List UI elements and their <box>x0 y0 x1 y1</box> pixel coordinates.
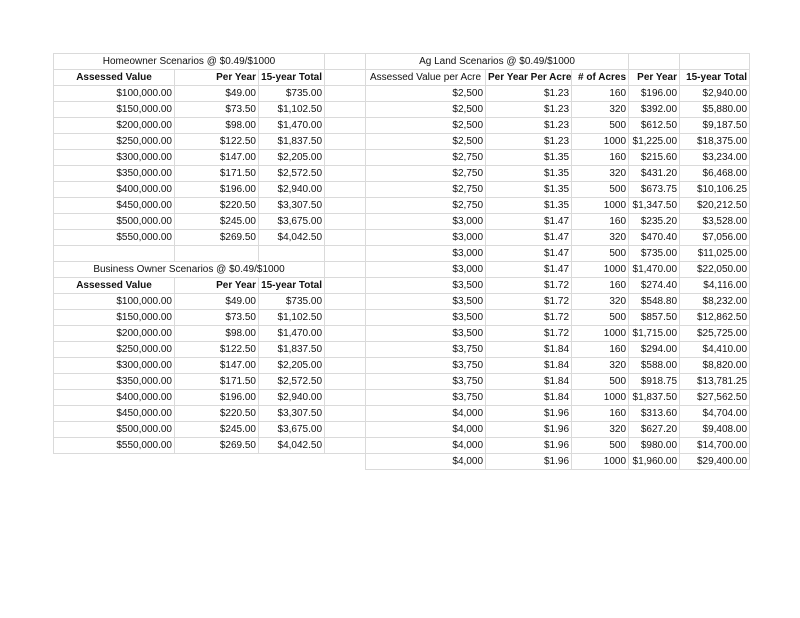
business-per-year-cell[interactable]: $196.00 <box>175 390 259 406</box>
spacer-cell[interactable] <box>325 246 366 262</box>
homeowner-total-cell[interactable]: $3,307.50 <box>259 198 325 214</box>
ag-acres-cell[interactable]: 500 <box>572 310 629 326</box>
ag-assessed-value-per-acre-cell[interactable]: $2,500 <box>366 102 486 118</box>
spacer-cell[interactable] <box>325 294 366 310</box>
ag-assessed-value-per-acre-cell[interactable]: $2,500 <box>366 118 486 134</box>
homeowner-assessed-value-cell[interactable]: $450,000.00 <box>54 198 175 214</box>
ag-total-cell[interactable]: $4,704.00 <box>680 406 750 422</box>
ag-acres-cell[interactable]: 160 <box>572 86 629 102</box>
ag-total-cell[interactable]: $6,468.00 <box>680 166 750 182</box>
empty-cell[interactable] <box>259 454 325 470</box>
table-row <box>54 294 750 310</box>
ag-total-cell[interactable]: $25,725.00 <box>680 326 750 342</box>
ag-total-cell[interactable]: $22,050.00 <box>680 262 750 278</box>
ag-per-year-cell[interactable]: $470.40 <box>629 230 680 246</box>
homeowner-assessed-value-cell[interactable]: $550,000.00 <box>54 230 175 246</box>
ag-per-year-cell[interactable]: $294.00 <box>629 342 680 358</box>
ag-acres-cell[interactable]: 320 <box>572 230 629 246</box>
empty-cell[interactable] <box>629 54 680 70</box>
homeowner-per-year-header[interactable]: Per Year <box>175 70 259 86</box>
homeowner-per-year-cell[interactable]: $98.00 <box>175 118 259 134</box>
homeowner-per-year-cell[interactable]: $220.50 <box>175 198 259 214</box>
homeowner-per-year-cell[interactable]: $171.50 <box>175 166 259 182</box>
business-assessed-value-cell[interactable]: $200,000.00 <box>54 326 175 342</box>
empty-cell[interactable] <box>259 246 325 262</box>
homeowner-assessed-value-header[interactable]: Assessed Value <box>54 70 175 86</box>
homeowner-assessed-value-cell[interactable]: $400,000.00 <box>54 182 175 198</box>
ag-assessed-value-per-acre-cell[interactable]: $2,750 <box>366 166 486 182</box>
spacer-cell[interactable] <box>325 182 366 198</box>
empty-cell[interactable] <box>680 54 750 70</box>
business-per-year-cell[interactable]: $73.50 <box>175 310 259 326</box>
ag-acres-cell[interactable]: 160 <box>572 278 629 294</box>
spacer-cell[interactable] <box>325 86 366 102</box>
business-total-cell[interactable]: $1,102.50 <box>259 310 325 326</box>
ag-per-year-cell[interactable]: $918.75 <box>629 374 680 390</box>
ag-total-cell[interactable]: $2,940.00 <box>680 86 750 102</box>
homeowner-total-cell[interactable]: $4,042.50 <box>259 230 325 246</box>
ag-per-year-per-acre-cell[interactable]: $1.96 <box>486 406 572 422</box>
ag-total-cell[interactable]: $8,232.00 <box>680 294 750 310</box>
table-row <box>54 438 750 454</box>
ag-per-year-cell[interactable]: $392.00 <box>629 102 680 118</box>
ag-acres-cell[interactable]: 1000 <box>572 262 629 278</box>
ag-acres-cell[interactable]: 320 <box>572 422 629 438</box>
ag-per-year-per-acre-cell[interactable]: $1.35 <box>486 166 572 182</box>
table-row <box>54 134 750 150</box>
business-per-year-cell[interactable]: $269.50 <box>175 438 259 454</box>
ag-acres-header[interactable]: # of Acres <box>572 70 629 86</box>
table-row <box>54 342 750 358</box>
ag-per-year-per-acre-header[interactable]: Per Year Per Acre <box>486 70 572 86</box>
ag-per-year-per-acre-cell[interactable]: $1.23 <box>486 86 572 102</box>
ag-per-year-cell[interactable]: $1,470.00 <box>629 262 680 278</box>
business-assessed-value-cell[interactable]: $350,000.00 <box>54 374 175 390</box>
homeowner-per-year-cell[interactable]: $73.50 <box>175 102 259 118</box>
ag-per-year-cell[interactable]: $196.00 <box>629 86 680 102</box>
ag-acres-cell[interactable]: 320 <box>572 294 629 310</box>
homeowner-total-cell[interactable]: $2,205.00 <box>259 150 325 166</box>
ag-per-year-cell[interactable]: $431.20 <box>629 166 680 182</box>
ag-per-year-per-acre-cell[interactable]: $1.96 <box>486 454 572 470</box>
ag-per-year-per-acre-cell[interactable]: $1.84 <box>486 342 572 358</box>
ag-acres-cell[interactable]: 1000 <box>572 326 629 342</box>
business-total-cell[interactable]: $3,675.00 <box>259 422 325 438</box>
spacer-cell[interactable] <box>325 390 366 406</box>
spacer-cell[interactable] <box>325 438 366 454</box>
spacer-cell[interactable] <box>325 422 366 438</box>
homeowner-total-cell[interactable]: $1,837.50 <box>259 134 325 150</box>
business-per-year-cell[interactable]: $220.50 <box>175 406 259 422</box>
ag-assessed-value-per-acre-cell[interactable]: $2,500 <box>366 134 486 150</box>
table-row <box>54 166 750 182</box>
homeowner-per-year-cell[interactable]: $122.50 <box>175 134 259 150</box>
ag-per-year-cell[interactable]: $274.40 <box>629 278 680 294</box>
ag-per-year-per-acre-cell[interactable]: $1.84 <box>486 390 572 406</box>
ag-per-year-cell[interactable]: $735.00 <box>629 246 680 262</box>
ag-per-year-per-acre-cell[interactable]: $1.72 <box>486 278 572 294</box>
table-row <box>54 150 750 166</box>
spacer-cell[interactable] <box>325 70 366 86</box>
table-row <box>54 54 750 70</box>
table-row <box>54 214 750 230</box>
ag-total-cell[interactable]: $3,234.00 <box>680 150 750 166</box>
business-total-cell[interactable]: $2,572.50 <box>259 374 325 390</box>
homeowner-assessed-value-cell[interactable]: $250,000.00 <box>54 134 175 150</box>
ag-per-year-cell[interactable]: $673.75 <box>629 182 680 198</box>
ag-assessed-value-per-acre-cell[interactable]: $4,000 <box>366 454 486 470</box>
spacer-cell[interactable] <box>325 150 366 166</box>
ag-total-cell[interactable]: $7,056.00 <box>680 230 750 246</box>
homeowner-assessed-value-cell[interactable]: $150,000.00 <box>54 102 175 118</box>
business-assessed-value-cell[interactable]: $300,000.00 <box>54 358 175 374</box>
ag-per-year-cell[interactable]: $612.50 <box>629 118 680 134</box>
spacer-cell[interactable] <box>325 326 366 342</box>
table-row <box>54 262 750 278</box>
ag-acres-cell[interactable]: 320 <box>572 166 629 182</box>
ag-per-year-per-acre-cell[interactable]: $1.96 <box>486 422 572 438</box>
ag-assessed-value-per-acre-cell[interactable]: $3,000 <box>366 262 486 278</box>
business-total-header[interactable]: 15-year Total <box>259 278 325 294</box>
table-row <box>54 278 750 294</box>
table-row <box>54 102 750 118</box>
ag-assessed-value-per-acre-cell[interactable]: $3,500 <box>366 278 486 294</box>
ag-total-cell[interactable]: $13,781.25 <box>680 374 750 390</box>
homeowner-per-year-cell[interactable]: $245.00 <box>175 214 259 230</box>
ag-per-year-per-acre-cell[interactable]: $1.35 <box>486 182 572 198</box>
homeowner-title[interactable]: Homeowner Scenarios @ $0.49/$1000 <box>54 54 325 70</box>
business-total-cell[interactable]: $2,940.00 <box>259 390 325 406</box>
business-total-cell[interactable]: $2,205.00 <box>259 358 325 374</box>
ag-per-year-cell[interactable]: $588.00 <box>629 358 680 374</box>
business-per-year-cell[interactable]: $98.00 <box>175 326 259 342</box>
ag-per-year-cell[interactable]: $980.00 <box>629 438 680 454</box>
table-row <box>54 230 750 246</box>
table-row <box>54 86 750 102</box>
ag-assessed-value-per-acre-cell[interactable]: $3,750 <box>366 358 486 374</box>
spacer-cell[interactable] <box>325 374 366 390</box>
table-row <box>54 246 750 262</box>
ag-per-year-cell[interactable]: $1,837.50 <box>629 390 680 406</box>
table-row <box>54 406 750 422</box>
business-per-year-header[interactable]: Per Year <box>175 278 259 294</box>
business-per-year-cell[interactable]: $122.50 <box>175 342 259 358</box>
table-row <box>54 326 750 342</box>
ag-per-year-cell[interactable]: $1,715.00 <box>629 326 680 342</box>
ag-per-year-cell[interactable]: $1,347.50 <box>629 198 680 214</box>
table-row <box>54 70 750 86</box>
business-assessed-value-cell[interactable]: $450,000.00 <box>54 406 175 422</box>
ag-total-cell[interactable]: $20,212.50 <box>680 198 750 214</box>
ag-total-cell[interactable]: $5,880.00 <box>680 102 750 118</box>
ag-per-year-per-acre-cell[interactable]: $1.35 <box>486 150 572 166</box>
spacer-cell[interactable] <box>325 54 366 70</box>
empty-cell[interactable] <box>54 246 175 262</box>
business-assessed-value-cell[interactable]: $250,000.00 <box>54 342 175 358</box>
ag-acres-cell[interactable]: 160 <box>572 214 629 230</box>
ag-per-year-per-acre-cell[interactable]: $1.84 <box>486 358 572 374</box>
ag-assessed-value-per-acre-cell[interactable]: $3,000 <box>366 230 486 246</box>
ag-total-cell[interactable]: $8,820.00 <box>680 358 750 374</box>
empty-cell[interactable] <box>54 454 175 470</box>
ag-per-year-per-acre-cell[interactable]: $1.47 <box>486 262 572 278</box>
spacer-cell[interactable] <box>325 310 366 326</box>
ag-per-year-per-acre-cell[interactable]: $1.47 <box>486 214 572 230</box>
business-total-cell[interactable]: $3,307.50 <box>259 406 325 422</box>
ag-assessed-value-per-acre-cell[interactable]: $3,750 <box>366 342 486 358</box>
ag-acres-cell[interactable]: 160 <box>572 150 629 166</box>
ag-per-year-per-acre-cell[interactable]: $1.23 <box>486 118 572 134</box>
ag-assessed-value-per-acre-cell[interactable]: $4,000 <box>366 438 486 454</box>
homeowner-total-cell[interactable]: $1,102.50 <box>259 102 325 118</box>
spacer-cell[interactable] <box>325 230 366 246</box>
ag-per-year-per-acre-cell[interactable]: $1.96 <box>486 438 572 454</box>
ag-per-year-per-acre-cell[interactable]: $1.23 <box>486 134 572 150</box>
homeowner-assessed-value-cell[interactable]: $200,000.00 <box>54 118 175 134</box>
business-assessed-value-cell[interactable]: $500,000.00 <box>54 422 175 438</box>
business-assessed-value-cell[interactable]: $550,000.00 <box>54 438 175 454</box>
homeowner-assessed-value-cell[interactable]: $300,000.00 <box>54 150 175 166</box>
business-per-year-cell[interactable]: $49.00 <box>175 294 259 310</box>
ag-total-cell[interactable]: $11,025.00 <box>680 246 750 262</box>
ag-acres-cell[interactable]: 1000 <box>572 134 629 150</box>
empty-cell[interactable] <box>175 454 259 470</box>
spacer-cell[interactable] <box>325 262 366 278</box>
ag-total-cell[interactable]: $14,700.00 <box>680 438 750 454</box>
ag-per-year-header[interactable]: Per Year <box>629 70 680 86</box>
ag-acres-cell[interactable]: 160 <box>572 406 629 422</box>
spacer-cell[interactable] <box>325 214 366 230</box>
ag-per-year-cell[interactable]: $627.20 <box>629 422 680 438</box>
ag-total-cell[interactable]: $10,106.25 <box>680 182 750 198</box>
ag-total-cell[interactable]: $12,862.50 <box>680 310 750 326</box>
ag-per-year-cell[interactable]: $548.80 <box>629 294 680 310</box>
business-total-cell[interactable]: $4,042.50 <box>259 438 325 454</box>
business-assessed-value-cell[interactable]: $400,000.00 <box>54 390 175 406</box>
ag-assessed-value-per-acre-cell[interactable]: $3,750 <box>366 390 486 406</box>
table-row <box>54 374 750 390</box>
ag-acres-cell[interactable]: 320 <box>572 358 629 374</box>
homeowner-total-cell[interactable]: $735.00 <box>259 86 325 102</box>
homeowner-per-year-cell[interactable]: $196.00 <box>175 182 259 198</box>
homeowner-assessed-value-cell[interactable]: $500,000.00 <box>54 214 175 230</box>
ag-total-cell[interactable]: $4,410.00 <box>680 342 750 358</box>
empty-cell[interactable] <box>175 246 259 262</box>
spacer-cell[interactable] <box>325 278 366 294</box>
ag-acres-cell[interactable]: 1000 <box>572 454 629 470</box>
homeowner-total-cell[interactable]: $3,675.00 <box>259 214 325 230</box>
homeowner-assessed-value-cell[interactable]: $350,000.00 <box>54 166 175 182</box>
table-row <box>54 358 750 374</box>
ag-assessed-value-per-acre-cell[interactable]: $2,750 <box>366 182 486 198</box>
spacer-cell[interactable] <box>325 166 366 182</box>
homeowner-per-year-cell[interactable]: $269.50 <box>175 230 259 246</box>
spacer-cell[interactable] <box>325 102 366 118</box>
ag-total-cell[interactable]: $3,528.00 <box>680 214 750 230</box>
spacer-cell[interactable] <box>325 118 366 134</box>
ag-acres-cell[interactable]: 1000 <box>572 390 629 406</box>
ag-assessed-value-per-acre-cell[interactable]: $4,000 <box>366 422 486 438</box>
homeowner-per-year-cell[interactable]: $49.00 <box>175 86 259 102</box>
ag-assessed-value-per-acre-cell[interactable]: $3,500 <box>366 326 486 342</box>
ag-per-year-cell[interactable]: $235.20 <box>629 214 680 230</box>
spacer-cell[interactable] <box>325 198 366 214</box>
ag-assessed-value-per-acre-cell[interactable]: $3,500 <box>366 294 486 310</box>
table-row <box>54 390 750 406</box>
homeowner-total-cell[interactable]: $2,572.50 <box>259 166 325 182</box>
spacer-cell[interactable] <box>325 358 366 374</box>
ag-per-year-cell[interactable]: $1,960.00 <box>629 454 680 470</box>
ag-acres-cell[interactable]: 500 <box>572 182 629 198</box>
ag-total-cell[interactable]: $27,562.50 <box>680 390 750 406</box>
business-per-year-cell[interactable]: $171.50 <box>175 374 259 390</box>
ag-acres-cell[interactable]: 500 <box>572 374 629 390</box>
ag-per-year-per-acre-cell[interactable]: $1.84 <box>486 374 572 390</box>
business-assessed-value-header[interactable]: Assessed Value <box>54 278 175 294</box>
ag-assessed-value-per-acre-cell[interactable]: $2,750 <box>366 150 486 166</box>
business-assessed-value-cell[interactable]: $150,000.00 <box>54 310 175 326</box>
ag-per-year-per-acre-cell[interactable]: $1.72 <box>486 310 572 326</box>
ag-assessed-value-per-acre-header[interactable]: Assessed Value per Acre <box>366 70 486 86</box>
table-row <box>54 118 750 134</box>
ag-assessed-value-per-acre-cell[interactable]: $3,750 <box>366 374 486 390</box>
ag-assessed-value-per-acre-cell[interactable]: $4,000 <box>366 406 486 422</box>
ag-total-cell[interactable]: $29,400.00 <box>680 454 750 470</box>
ag-assessed-value-per-acre-cell[interactable]: $2,750 <box>366 198 486 214</box>
ag-acres-cell[interactable]: 500 <box>572 246 629 262</box>
ag-total-cell[interactable]: $9,408.00 <box>680 422 750 438</box>
business-total-cell[interactable]: $735.00 <box>259 294 325 310</box>
ag-per-year-per-acre-cell[interactable]: $1.72 <box>486 294 572 310</box>
ag-per-year-per-acre-cell[interactable]: $1.72 <box>486 326 572 342</box>
ag-acres-cell[interactable]: 1000 <box>572 198 629 214</box>
table-row <box>54 422 750 438</box>
homeowner-total-cell[interactable]: $1,470.00 <box>259 118 325 134</box>
business-assessed-value-cell[interactable]: $100,000.00 <box>54 294 175 310</box>
ag-acres-cell[interactable]: 500 <box>572 118 629 134</box>
ag-per-year-cell[interactable]: $857.50 <box>629 310 680 326</box>
business-per-year-cell[interactable]: $245.00 <box>175 422 259 438</box>
ag-acres-cell[interactable]: 160 <box>572 342 629 358</box>
ag-per-year-cell[interactable]: $1,225.00 <box>629 134 680 150</box>
ag-total-cell[interactable]: $18,375.00 <box>680 134 750 150</box>
table-row <box>54 454 750 470</box>
business-total-cell[interactable]: $1,837.50 <box>259 342 325 358</box>
spacer-cell[interactable] <box>325 342 366 358</box>
ag-per-year-per-acre-cell[interactable]: $1.23 <box>486 102 572 118</box>
ag-assessed-value-per-acre-cell[interactable]: $3,000 <box>366 214 486 230</box>
scenario-table <box>53 53 750 470</box>
spacer-cell[interactable] <box>325 134 366 150</box>
ag-land-title[interactable]: Ag Land Scenarios @ $0.49/$1000 <box>366 54 629 70</box>
ag-per-year-per-acre-cell[interactable]: $1.47 <box>486 230 572 246</box>
table-row <box>54 310 750 326</box>
ag-total-cell[interactable]: $4,116.00 <box>680 278 750 294</box>
spacer-cell[interactable] <box>325 406 366 422</box>
spacer-cell[interactable] <box>325 454 366 470</box>
business-per-year-cell[interactable]: $147.00 <box>175 358 259 374</box>
ag-assessed-value-per-acre-cell[interactable]: $3,500 <box>366 310 486 326</box>
ag-total-header[interactable]: 15-year Total <box>680 70 750 86</box>
homeowner-per-year-cell[interactable]: $147.00 <box>175 150 259 166</box>
table-row <box>54 198 750 214</box>
homeowner-total-header[interactable]: 15-year Total <box>259 70 325 86</box>
ag-per-year-cell[interactable]: $313.60 <box>629 406 680 422</box>
ag-assessed-value-per-acre-cell[interactable]: $3,000 <box>366 246 486 262</box>
ag-assessed-value-per-acre-cell[interactable]: $2,500 <box>366 86 486 102</box>
spreadsheet <box>53 53 749 470</box>
homeowner-assessed-value-cell[interactable]: $100,000.00 <box>54 86 175 102</box>
business-title[interactable]: Business Owner Scenarios @ $0.49/$1000 <box>54 262 325 278</box>
ag-total-cell[interactable]: $9,187.50 <box>680 118 750 134</box>
ag-per-year-per-acre-cell[interactable]: $1.47 <box>486 246 572 262</box>
ag-acres-cell[interactable]: 500 <box>572 438 629 454</box>
ag-per-year-cell[interactable]: $215.60 <box>629 150 680 166</box>
ag-per-year-per-acre-cell[interactable]: $1.35 <box>486 198 572 214</box>
homeowner-total-cell[interactable]: $2,940.00 <box>259 182 325 198</box>
table-row <box>54 182 750 198</box>
business-total-cell[interactable]: $1,470.00 <box>259 326 325 342</box>
ag-acres-cell[interactable]: 320 <box>572 102 629 118</box>
